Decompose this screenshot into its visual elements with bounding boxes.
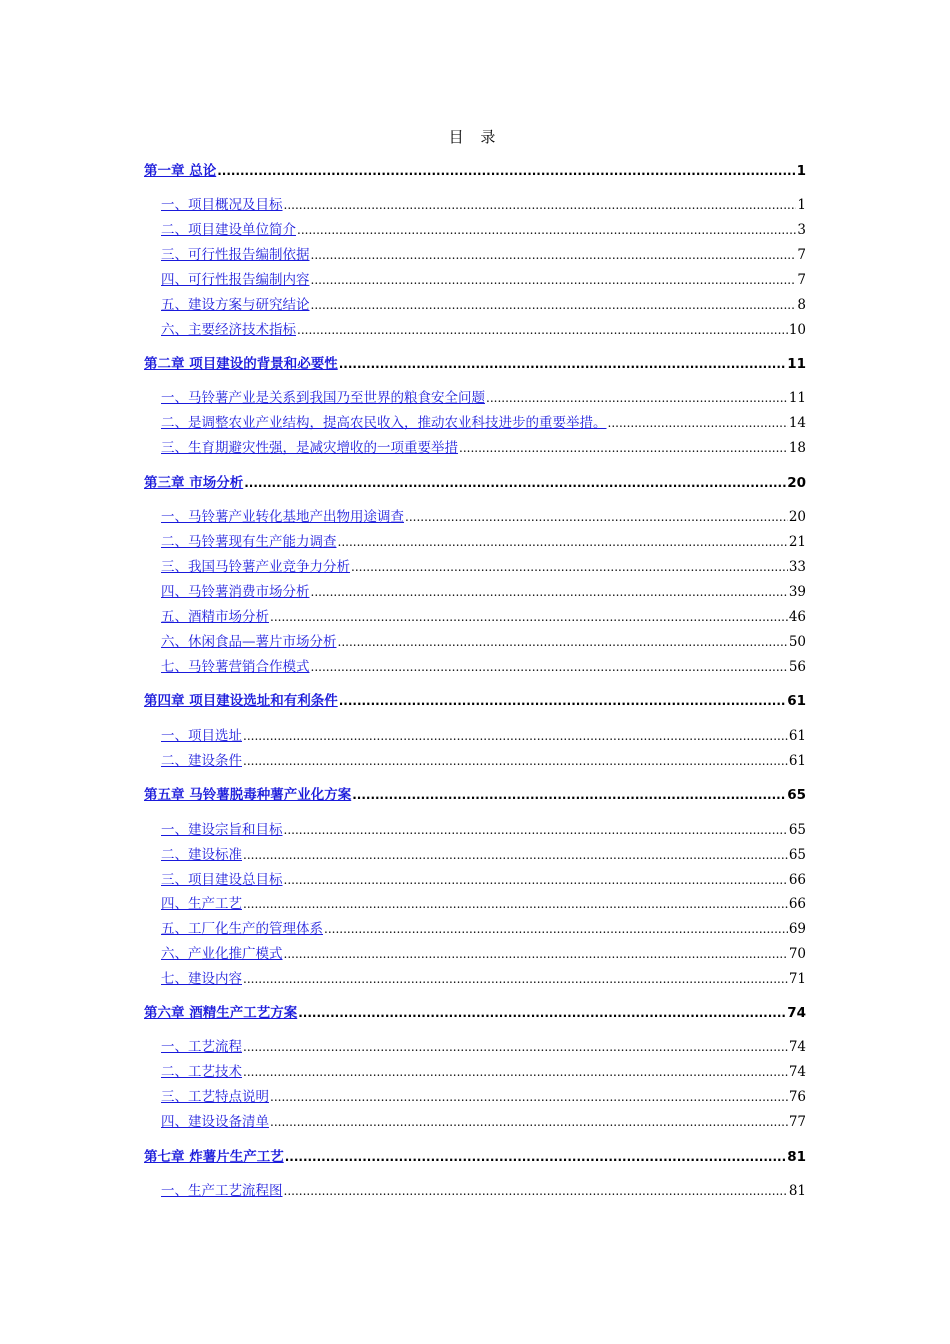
dot-leader [311, 244, 797, 266]
toc-link[interactable]: 三、工艺特点说明 [161, 1089, 269, 1105]
page-number: 69 [788, 921, 806, 937]
dot-leader [270, 1111, 788, 1133]
page-number: 70 [788, 946, 806, 962]
dot-leader [243, 1036, 788, 1058]
page-number: 3 [797, 222, 806, 238]
toc-chapter-entry[interactable] [144, 472, 806, 494]
toc-link[interactable]: 四、生产工艺 [161, 896, 242, 912]
toc-section-row [0, 968, 950, 990]
toc-section-entry[interactable] [161, 1086, 806, 1108]
toc-link[interactable]: 六、休闲食品—薯片市场分析 [161, 634, 337, 650]
toc-link[interactable]: 七、建设内容 [161, 971, 242, 987]
page-number: 66 [788, 896, 806, 912]
dot-leader [284, 943, 788, 965]
toc-link[interactable]: 第五章 马铃薯脱毒种薯产业化方案 [144, 787, 352, 803]
toc-link[interactable]: 二、项目建设单位简介 [161, 222, 296, 238]
dot-leader [338, 631, 788, 653]
toc-section-row [0, 1111, 950, 1133]
dot-leader [311, 656, 788, 678]
dot-leader [352, 784, 786, 806]
toc-link[interactable]: 七、马铃薯营销合作模式 [161, 659, 310, 675]
toc-section-entry[interactable] [161, 294, 806, 316]
toc-section-row [0, 219, 950, 241]
toc-section-row [0, 819, 950, 841]
toc-section-entry[interactable] [161, 1111, 806, 1133]
toc-link[interactable]: 一、马铃薯产业是关系到我国乃至世界的粮食安全问题 [161, 390, 485, 406]
toc-link[interactable]: 二、建设条件 [161, 753, 242, 769]
toc-section-row [0, 918, 950, 940]
toc-section-entry[interactable] [161, 581, 806, 603]
toc-section-row [0, 656, 950, 678]
page-number: 61 [788, 728, 806, 744]
toc-link[interactable]: 六、主要经济技术指标 [161, 322, 296, 338]
toc-section-entry[interactable] [161, 968, 806, 990]
toc-chapter-row [0, 690, 950, 712]
toc-chapter-entry[interactable] [144, 160, 806, 182]
toc-chapter-entry[interactable] [144, 784, 806, 806]
page-number: 39 [788, 584, 806, 600]
page-number: 33 [788, 559, 806, 575]
dot-leader [285, 1146, 787, 1168]
page-number: 65 [787, 787, 806, 803]
page-number: 74 [788, 1039, 806, 1055]
page-number: 14 [788, 415, 806, 431]
toc-link[interactable]: 五、工厂化生产的管理体系 [161, 921, 323, 937]
toc-link[interactable]: 三、项目建设总目标 [161, 872, 283, 888]
dot-leader [608, 412, 788, 434]
page-number: 76 [788, 1089, 806, 1105]
page-number: 56 [788, 659, 806, 675]
toc-section-entry[interactable] [161, 750, 806, 772]
dot-leader [405, 506, 788, 528]
toc-chapter-row [0, 353, 950, 375]
toc-section-row [0, 437, 950, 459]
toc-chapter-row [0, 1146, 950, 1168]
toc-link[interactable]: 第二章 项目建设的背景和必要性 [144, 356, 338, 372]
toc-section-row [0, 387, 950, 409]
toc-link[interactable]: 一、项目选址 [161, 728, 242, 744]
toc-section-row [0, 531, 950, 553]
page-number: 20 [787, 475, 806, 491]
toc-section-entry[interactable] [161, 918, 806, 940]
page-number: 81 [788, 1183, 806, 1199]
dot-leader [243, 968, 788, 990]
toc-chapter-row [0, 472, 950, 494]
toc-section-entry[interactable] [161, 556, 806, 578]
toc-link[interactable]: 六、产业化推广模式 [161, 946, 283, 962]
toc-section-entry[interactable] [161, 387, 806, 409]
page-number: 81 [787, 1149, 806, 1165]
toc-section-row [0, 319, 950, 341]
toc-section-entry[interactable] [161, 269, 806, 291]
dot-leader [297, 219, 796, 241]
toc-chapter-entry[interactable] [144, 690, 806, 712]
toc-link[interactable]: 一、建设宗旨和目标 [161, 822, 283, 838]
page-number: 71 [788, 971, 806, 987]
toc-section-entry[interactable] [161, 506, 806, 528]
dot-leader [284, 194, 797, 216]
toc-section-row [0, 269, 950, 291]
page-number: 66 [788, 872, 806, 888]
toc-section-row [0, 750, 950, 772]
page-number: 18 [788, 440, 806, 456]
page-number: 61 [787, 693, 806, 709]
toc-section-entry[interactable] [161, 606, 806, 628]
toc-section-row [0, 556, 950, 578]
toc-link[interactable]: 第七章 炸薯片生产工艺 [144, 1149, 284, 1165]
dot-leader [311, 269, 797, 291]
page-number: 46 [788, 609, 806, 625]
dot-leader [243, 750, 788, 772]
dot-leader [243, 893, 788, 915]
toc-link[interactable]: 五、酒精市场分析 [161, 609, 269, 625]
dot-leader [351, 556, 788, 578]
dot-leader [459, 437, 788, 459]
dot-leader [244, 472, 786, 494]
page-number: 65 [788, 847, 806, 863]
toc-chapter-row [0, 160, 950, 182]
page-number: 11 [788, 390, 806, 406]
toc-chapter-entry[interactable] [144, 1002, 806, 1024]
toc-chapter-row [0, 784, 950, 806]
dot-leader [243, 844, 788, 866]
toc-section-entry[interactable] [161, 725, 806, 747]
page-number: 61 [788, 753, 806, 769]
toc-link[interactable]: 第一章 总论 [144, 163, 217, 179]
toc-section-entry[interactable] [161, 194, 806, 216]
dot-leader [243, 1061, 788, 1083]
page-number: 7 [797, 247, 806, 263]
page-number: 11 [787, 356, 806, 372]
toc-link[interactable]: 一、工艺流程 [161, 1039, 242, 1055]
toc-section-row [0, 725, 950, 747]
dot-leader [284, 819, 788, 841]
toc-section-entry[interactable] [161, 819, 806, 841]
toc-section-entry[interactable] [161, 319, 806, 341]
page-number: 1 [796, 163, 806, 179]
toc-link[interactable]: 第六章 酒精生产工艺方案 [144, 1005, 298, 1021]
page-number: 21 [788, 534, 806, 550]
page-number: 8 [797, 297, 806, 313]
toc-link[interactable]: 一、项目概况及目标 [161, 197, 283, 213]
toc-link[interactable]: 一、马铃薯产业转化基地产出物用途调查 [161, 509, 404, 525]
toc-section-entry[interactable] [161, 869, 806, 891]
toc-link[interactable]: 二、是调整农业产业结构，提高农民收入，推动农业科技进步的重要举措。 [161, 415, 607, 431]
toc-section-row [0, 844, 950, 866]
dot-leader [284, 869, 788, 891]
toc-link[interactable]: 五、建设方案与研究结论 [161, 297, 310, 313]
toc-section-entry[interactable] [161, 531, 806, 553]
toc-section-entry[interactable] [161, 437, 806, 459]
dot-leader [311, 581, 788, 603]
page-number: 1 [797, 197, 806, 213]
page-number: 74 [788, 1064, 806, 1080]
dot-leader [270, 606, 788, 628]
page-number: 20 [788, 509, 806, 525]
toc-link[interactable]: 三、我国马铃薯产业竞争力分析 [161, 559, 350, 575]
toc-link[interactable]: 二、建设标准 [161, 847, 242, 863]
toc-section-entry[interactable] [161, 844, 806, 866]
dot-leader [297, 319, 788, 341]
toc-section-entry[interactable] [161, 893, 806, 915]
dot-leader [339, 690, 787, 712]
page-number: 7 [797, 272, 806, 288]
dot-leader [339, 353, 787, 375]
toc-section-row [0, 1086, 950, 1108]
toc-link[interactable]: 三、生育期避灾性强，是减灾增收的一项重要举措 [161, 440, 458, 456]
toc-chapter-entry[interactable] [144, 1146, 806, 1168]
toc-section-row [0, 606, 950, 628]
toc-chapter-entry[interactable] [144, 353, 806, 375]
toc-section-entry[interactable] [161, 1061, 806, 1083]
toc-section-row [0, 1036, 950, 1058]
page-number: 10 [788, 322, 806, 338]
toc-link[interactable]: 第三章 市场分析 [144, 475, 244, 491]
toc-section-entry[interactable] [161, 412, 806, 434]
toc-section-row [0, 294, 950, 316]
toc-link[interactable]: 第四章 项目建设选址和有利条件 [144, 693, 338, 709]
toc-title: 目 录 [448, 128, 502, 146]
toc-section-row [0, 244, 950, 266]
toc-section-row [0, 943, 950, 965]
toc-link[interactable]: 四、建设设备清单 [161, 1114, 269, 1130]
toc-link[interactable]: 四、马铃薯消费市场分析 [161, 584, 310, 600]
toc-section-entry[interactable] [161, 219, 806, 241]
toc-section-row [0, 581, 950, 603]
toc-section-row [0, 194, 950, 216]
toc-section-row [0, 631, 950, 653]
dot-leader [486, 387, 788, 409]
dot-leader [324, 918, 788, 940]
toc-section-entry[interactable] [161, 631, 806, 653]
toc-link[interactable]: 四、可行性报告编制内容 [161, 272, 310, 288]
dot-leader [338, 531, 788, 553]
toc-section-row [0, 893, 950, 915]
toc-link[interactable]: 二、工艺技术 [161, 1064, 242, 1080]
dot-leader [284, 1180, 788, 1202]
page-number: 50 [788, 634, 806, 650]
toc-section-row [0, 412, 950, 434]
toc-section-row [0, 869, 950, 891]
toc-section-row [0, 1180, 950, 1202]
toc-section-entry[interactable] [161, 244, 806, 266]
page-number: 77 [788, 1114, 806, 1130]
dot-leader [270, 1086, 788, 1108]
dot-leader [243, 725, 788, 747]
page-number: 65 [788, 822, 806, 838]
toc-section-entry[interactable] [161, 1036, 806, 1058]
toc-link[interactable]: 三、可行性报告编制依据 [161, 247, 310, 263]
toc-section-entry[interactable] [161, 656, 806, 678]
dot-leader [311, 294, 797, 316]
toc-section-row [0, 506, 950, 528]
toc-chapter-row [0, 1002, 950, 1024]
dot-leader [217, 160, 795, 182]
page-number: 74 [787, 1005, 806, 1021]
toc-link[interactable]: 一、生产工艺流程图 [161, 1183, 283, 1199]
toc-section-entry[interactable] [161, 1180, 806, 1202]
toc-link[interactable]: 二、马铃薯现有生产能力调查 [161, 534, 337, 550]
dot-leader [298, 1002, 786, 1024]
toc-section-entry[interactable] [161, 943, 806, 965]
toc-section-row [0, 1061, 950, 1083]
